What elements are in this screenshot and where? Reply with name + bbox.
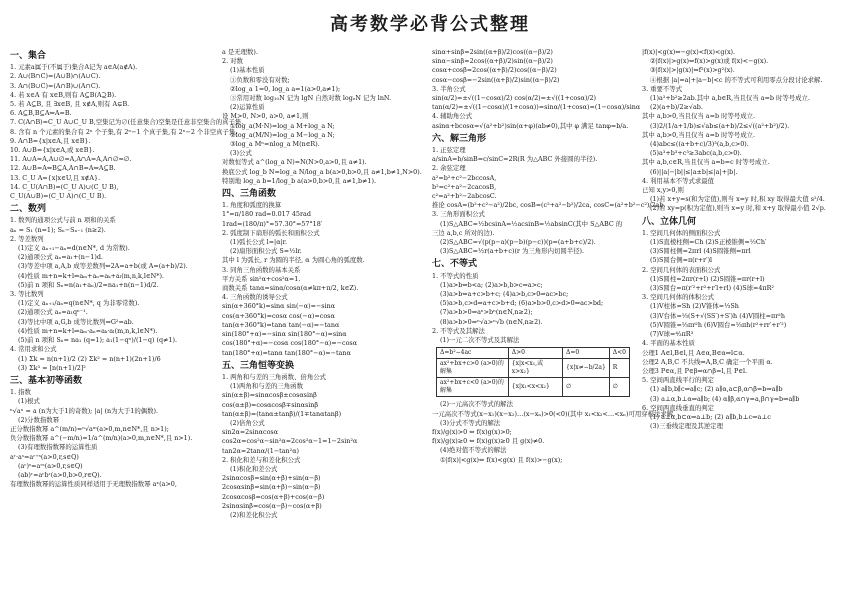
formula-line: tan(α±β)=(tanα±tanβ)/(1∓tanαtanβ)	[222, 409, 342, 418]
formula-line: (6)||a|−|b||≤|a±b|≤|a|+|b|.	[650, 167, 738, 176]
formula-line: (5)前 n 项和 Sₙ=n(a₁+aₙ)/2=na₁+n(n−1)d/2.	[18, 280, 159, 289]
formula-line: (1)a²+b²≥2ab.其中 a,b∈R,当且仅当 a=b 时等号成立.	[650, 94, 810, 103]
formula-line: 3. 空间几何体的体积公式	[642, 293, 715, 302]
formula-line: (2)运算性质	[230, 103, 265, 112]
formula-line: 特别地 log_a b=1/log_b a(a>0,b>0,且 a≠1,b≠1).	[222, 176, 377, 185]
formula-line: (1)S直棱柱侧=Ch (2)S正棱锥侧=½Ch′	[650, 238, 767, 247]
formula-line: 10. A∪B={x|x∈A,或 x∈B}.	[10, 146, 95, 155]
formula-line: 商数关系 tanα=sinα/cosα(α≠kπ+π/2, k∈Z).	[222, 284, 359, 293]
formula-line: (1)两角和与差的三角函数	[230, 382, 303, 391]
formula-line: 5. 空间两直线平行的判定	[642, 376, 715, 385]
formula-line: (1)a>b⇔b<a; (2)a>b,b>c⇒a>c;	[440, 280, 543, 289]
table-cell: ∅	[563, 378, 610, 397]
formula-line: (5)前 n 项和 Sₙ= na₁ (q=1); a₁(1−qⁿ)/(1−q) (q≠1).	[18, 336, 178, 345]
formula-line: f(x)/g(x)>0 ⇔ f(x)g(x)>0;	[432, 427, 512, 436]
formula-line: ①|f(x)|<g(x)⇔ f(x)<g(x) 且 f(x)>−g(x);	[440, 455, 563, 464]
formula-line: tan(180°+α)=tanα tan(180°−α)=−tanα	[222, 348, 351, 357]
formula-line: 14. C_U(A∩B)=(C_U A)∪(C_U B),	[10, 182, 119, 191]
formula-line: (3) Σk³ = [n(n+1)/2]²	[18, 363, 86, 372]
formula-line: a²=b²+c²−2bccosA,	[432, 173, 497, 182]
formula-line: 1. 正弦定理	[432, 146, 466, 155]
formula-line: (5)a³+b³+c³≥3abc(a,b,c>0).	[650, 149, 742, 158]
formula-line: 一元高次不等式(x−x₁)(x−x₂)…(x−xₙ)>0(<0)(其中 x₁<x₂<…<xₙ)可用穿根法求解.	[432, 409, 676, 418]
formula-line: sinα−sinβ=2cos((α+β)/2)sin((α−β)/2)	[432, 57, 553, 66]
formula-line: sin2α=2sinαcosα	[222, 428, 279, 437]
formula-line: 1. 数列的通项公式与前 n 项和的关系	[10, 216, 116, 225]
formula-line: (1) a⊥α,b⊂α⇒a⊥b; (2) a∥b,b⊥c⇒a⊥c	[650, 412, 771, 421]
formula-line: (2)若 xy=p(积为定值),则当 x=y 时,和 x+y 取得最小值 2√p.	[650, 204, 826, 213]
formula-line: a 是无理数).	[222, 48, 258, 56]
formula-line: (3)分式不等式的解法	[440, 418, 501, 427]
formula-line: 2. 空间几何体的表面积公式	[642, 265, 721, 274]
formula-line: (3) a⊥α,b⊥α⇒a∥b; (4) α∥β,α∩γ=a,β∩γ=b⇒a∥b	[650, 394, 800, 403]
formula-line: ③常用对数 log₁₀N 记为 lgN 自然对数 logₑN 记为 lnN.	[230, 94, 392, 103]
table-row	[437, 359, 630, 378]
formula-line: 3. 重要不等式	[642, 84, 683, 93]
formula-line: 3. 半角公式	[432, 84, 466, 93]
formula-line: (2)扇形面积公式 S=½lr.	[230, 247, 302, 256]
formula-line: 2. 积化和差与和差化积公式	[222, 455, 301, 464]
formula-line: aₙ = S₁ (n=1); Sₙ−Sₙ₋₁ (n≥2).	[10, 225, 106, 234]
formula-line: cosα−cosβ=−2sin((α+β)/2)sin((α−β)/2)	[432, 75, 560, 84]
formula-line: (3)公式	[230, 149, 252, 158]
formula-line: (1)积化和差公式	[230, 464, 278, 473]
formula-line: 3. 同角三角函数的基本关系	[222, 265, 301, 274]
table-cell: {x|x₁<x<x₂}	[508, 378, 562, 397]
formula-line: 4. 常用求和公式	[10, 345, 57, 354]
formula-line: ③log_a Mⁿ=nlog_a M(n∈R).	[230, 140, 320, 149]
formula-line: 公理1 A∈l,B∈l,且 A∈α,B∈α⇒l⊂α.	[642, 348, 745, 357]
page-title: 高考数学必背公式整理	[330, 14, 530, 35]
formula-line: (7)V球=⁴⁄₃πR³	[650, 330, 694, 339]
formula-line: (1)基本性质	[230, 66, 265, 75]
formula-line: 2sinαcosβ=sin(α+β)+sin(α−β)	[222, 474, 321, 483]
formula-line: 三边 a,b,c 所对的边).	[432, 228, 495, 237]
table-cell: ax²+bx+c>0 (a>0)的解集	[437, 359, 509, 378]
column-4	[642, 48, 854, 599]
formula-line: 7. C(A∩B)=C_U A∪C_U B,空集记为∅(任意集合)空集是任意非空集合的真子集.	[10, 118, 244, 127]
section-heading: 二、数列	[10, 204, 47, 215]
formula-line: (1)S△ABC=½bcsinA=½acsinB=½absinC(其中 S△ABC 的	[440, 219, 623, 228]
formula-line: 9. A∩B={x|x∈A,且 x∈B}.	[10, 136, 91, 145]
formula-line: (1) a∥b,b∥c⇒a∥c; (2) a∥α,a⊂β,α∩β=b⇒a∥b	[650, 385, 783, 394]
formula-line: sin(180°+α)=−sinα sin(180°−α)=sinα	[222, 330, 347, 339]
formula-line: (3)S圆柱侧=2πrl (4)S圆锥侧=πrl	[650, 247, 751, 256]
formula-line: aʳ·aˢ=aʳ⁺ˢ(a>0,r,s∈Q)	[10, 452, 79, 461]
formula-line: tan(α+360°k)=tanα tan(−α)=−tanα	[222, 320, 340, 329]
formula-line: ①log_a(M·N)=log_a M+log_a N;	[230, 121, 335, 130]
formula-line: 对数恒等式 a^(log_a N)=N(N>0,a>0,且 a≠1).	[222, 158, 367, 167]
formula-line: 4. 辅助角公式	[432, 112, 473, 121]
section-heading: 一、集合	[10, 51, 47, 61]
formula-line: 平方关系 sin²α+cos²α=1.	[222, 274, 301, 283]
formula-line: (4)abc≤((a+b+c)/3)³(a,b,c>0).	[650, 140, 749, 149]
formula-line: |f(x)|<g(x)⇔−g(x)<f(x)<g(x).	[642, 48, 736, 56]
formula-line: ②log_a 1=0, log_a a=1(a>0,a≠1);	[230, 84, 341, 93]
formula-line: (2)分数指数幂	[18, 415, 60, 424]
formula-line: sin(α±β)=sinαcosβ±cosαsinβ	[222, 391, 317, 400]
formula-line: sin(α+360°k)=sinα sin(−α)=−sinα	[222, 302, 336, 311]
formula-line: a/sinA=b/sinB=c/sinC=2R(R 为△ABC 外接圆的半径).	[432, 155, 598, 164]
formula-line: 4. 三角函数的诱导公式	[222, 293, 288, 302]
formula-line: (ab)ʳ=aʳbʳ(a>0,b>0,r∈Q).	[18, 470, 102, 479]
formula-line: (2)和差化积公式	[230, 510, 278, 519]
formula-line: (1)若 x+y=s(和为定值),则当 x=y 时,积 xy 取得最大值 s²/4.	[650, 195, 825, 204]
formula-line: (3)有理数指数幂的运算性质	[18, 443, 98, 452]
formula-line: cosα+cosβ=2cos((α+β)/2)cos((α−β)/2)	[432, 66, 557, 75]
formula-line: (3)V台体=⅓(S+√(SS′)+S′)h (4)V圆柱=πr²h	[650, 311, 785, 320]
formula-line: ②log_a(M/N)=log_a M−log_a N;	[230, 130, 335, 139]
formula-line: c²=a²+b²−2abcosC.	[432, 192, 497, 201]
table-header-cell: Δ>0	[508, 348, 562, 359]
formula-line: tan2α=2tanα/(1−tan²α)	[222, 446, 300, 455]
section-heading: 五、三角恒等变换	[222, 360, 295, 371]
formula-line: 1. 指数	[10, 388, 31, 397]
formula-line: 6. A⊆B,B⊆A⇔A=B.	[10, 109, 72, 118]
formula-line: (4)性质 m+n=k+l⇒aₘ+aₙ=aₖ+aₗ(m,n,k,l∈N*).	[18, 271, 164, 280]
formula-line: 其中 l 为弧长, r 为圆的半径, α 为圆心角的弧度数.	[222, 256, 365, 265]
formula-line: 已知 x,y>0,则	[642, 186, 684, 195]
formula-line: 2. 等差数列	[10, 234, 44, 243]
formula-line: 1. 不等式的性质	[432, 271, 479, 280]
table-header-cell: Δ<0	[609, 348, 629, 359]
formula-line: (1)S圆柱=2πr(r+l) (2)S圆锥=πr(r+l)	[650, 274, 765, 283]
formula-line: asinα+bcosα=√(a²+b²)sin(α+φ)(ab≠0),其中 φ 满足 tanφ=b/a.	[432, 121, 629, 130]
quadratic-inequality-table	[436, 347, 630, 397]
formula-line: sinα+sinβ=2sin((α+β)/2)cos((α−β)/2)	[432, 48, 553, 56]
section-heading: 六、解三角形	[432, 133, 487, 144]
formula-line: (5)V圆锥=⅓πr²h (6)V圆台=⅓πh(r²+rr′+r′²)	[650, 320, 787, 329]
formula-line: 公理3 P∈α,且 P∈β⇒α∩β=l,且 P∈l.	[642, 366, 748, 375]
formula-line: 1. 元素a属于(不属于)集合A记为 a∈A(a∉A).	[10, 63, 138, 72]
formula-line: (3)2/(1/a+1/b)≤√ab≤(a+b)/2≤√((a²+b²)/2).	[650, 121, 790, 130]
formula-line: (1)V柱体=Sh (2)V锥体=⅓Sh	[650, 302, 739, 311]
formula-line: (5)a>b,c>d⇒a+c>b+d; (6)a>b>0,c>d>0⇒ac>bd;	[440, 299, 604, 308]
formula-line: (1)定义 aₙ₊₁/aₙ=q(n∈N*, q 为非零常数).	[18, 299, 140, 308]
formula-line: 其中 a,b,c∈R,当且仅当 a=b=c 时等号成立.	[642, 158, 770, 167]
formula-line: 3. 等比数列	[10, 290, 44, 299]
formula-line: (aʳ)ˢ=aʳˢ(a>0,r,s∈Q)	[18, 461, 83, 470]
formula-line: f(x)/g(x)≥0 ⇔ f(x)g(x)≥0 且 g(x)≠0.	[432, 437, 545, 446]
formula-line: 5. 若 A⊆B, 且 ∃x∈B, 且 x∉A,则有 A⊊B.	[10, 100, 130, 109]
formula-line: 1. 角度和弧度的换算	[222, 201, 282, 210]
formula-line: (3)三垂线定理及其逆定理	[650, 422, 723, 431]
formula-line: 设 M>0, N>0, a>0, a≠1,则	[222, 112, 309, 121]
formula-line: sin(α/2)=±√((1−cosα)/2) cos(α/2)=±√((1+cosα)/2)	[432, 94, 597, 103]
formula-line: 换底公式 log_b N=log_a N/log_a b(a>0,b>0,且 a≠1,b≠1,N>0).	[222, 167, 422, 176]
formula-line: 2. 弧度制下扇形的弧长和面积公式	[222, 228, 320, 237]
formula-line: (2)S△ABC=√(p(p−a)(p−b)(p−c))(p=(a+b+c)/2).	[440, 238, 596, 247]
formula-line: 8. 含有 n 个元素的集合有 2ⁿ 个子集,有 2ⁿ−1 个真子集,有 2ⁿ−2 个非空真子集.	[10, 127, 238, 136]
formula-line: 其中 a,b>0,当且仅当 a=b 时等号成立.	[642, 112, 756, 121]
formula-line: (3)等比中项 a,G,b 成等比数列⇒G²=ab.	[18, 317, 134, 326]
formula-line: (7)a>b>0⇒aⁿ>bⁿ(n∈N,n≥2);	[440, 308, 533, 317]
formula-line: (4)性质 m+n=k+l⇒aₘ·aₙ=aₖ·aₗ(m,n,k,l∈N*).	[18, 326, 158, 335]
formula-line: 12. A∪B=A⇔B⊆A,A∩B=A⇔A⊆B.	[10, 164, 116, 173]
section-heading: 三、基本初等函数	[10, 375, 83, 386]
table-header-cell: Δ=b²−4ac	[437, 348, 509, 359]
formula-line: b²=c²+a²−2cacosB,	[432, 182, 497, 191]
formula-line: tan(α/2)=±√((1−cosα)/(1+cosα))=sinα/(1+cosα)=(1−cosα)/sinα	[432, 103, 641, 112]
formula-line: C_U(A∪B)=(C_U A)∩(C_U B).	[10, 192, 107, 201]
table-cell: {x|x<x₁,或 x>x₂}	[508, 359, 562, 378]
formula-line: 2cosαsinβ=sin(α+β)−sin(α−β)	[222, 483, 321, 492]
formula-line: 4. 平面的基本性质	[642, 339, 695, 348]
formula-line: (2)(a+b)/2≥√ab.	[650, 103, 703, 112]
formula-line: 正分数指数幂 a^(m/n)=ⁿ√aᵐ(a>0,m,n∈N*,且 n>1);	[10, 424, 169, 433]
formula-line: 其中 a,b>0,当且仅当 a=b 时等号成立.	[642, 130, 756, 139]
formula-line: 2. 不等式及其解法	[432, 326, 485, 335]
formula-line: (2)一元高次不等式的解法	[440, 400, 513, 409]
formula-line: 3. A∩(B∪C)=(A∩B)∪(A∩C).	[10, 81, 101, 90]
formula-line: 4. 利用基本不等式求最值	[642, 176, 715, 185]
formula-line: cos(α±β)=cosαcosβ∓sinαsinβ	[222, 400, 319, 409]
section-heading: 四、三角函数	[222, 189, 277, 200]
formula-line: (3)S圆台=π(r′²+r²+r′l+rl) (4)S球=4πR²	[650, 284, 774, 293]
formula-line: 2cosαcosβ=cos(α+β)+cos(α−β)	[222, 492, 325, 501]
formula-line: (1) Σk = n(n+1)/2 (2) Σk² = n(n+1)(2n+1)/6	[18, 354, 161, 363]
formula-line: (2)通项公式 aₙ=a₁+(n−1)d.	[18, 253, 103, 262]
formula-line: 2. A∪(B∩C)=(A∪B)∩(A∪C).	[10, 72, 101, 81]
table-header-cell: Δ=0	[563, 348, 610, 359]
formula-line: cos(α+360°k)=cosα cos(−α)=cosα	[222, 311, 335, 320]
formula-line: (4)绝对值不等式的解法	[440, 446, 507, 455]
formula-line: (1)定义 aₙ₊₁−aₙ=d(n∈N*, d 为常数).	[18, 244, 130, 253]
formula-line: 2sinαsinβ=cos(α−β)−cos(α+β)	[222, 501, 322, 510]
formula-line: (2)倍角公式	[230, 418, 265, 427]
table-cell: ax²+bx+c<0 (a>0)的解集	[437, 378, 509, 397]
formula-line: 1. 两角和与差的三角函数、倍角公式	[222, 372, 326, 381]
table-row	[437, 378, 630, 397]
formula-line: ⁿ√aⁿ = a (n为大于1的奇数); |a| (n为大于1的偶数).	[10, 406, 159, 415]
formula-line: (3)S△ABC=½r(a+b+c)(r 为三角形内切圆半径).	[440, 247, 585, 256]
formula-line: 11. A∪A=A,A∪∅=A,A∩A=A,A∩∅=∅.	[10, 155, 132, 164]
formula-line: 13. C_U A={x|x∈U,且 x∉A}.	[10, 173, 101, 182]
formula-line: 2. 对数	[222, 57, 243, 66]
formula-line: ①负数和零没有对数;	[230, 75, 290, 84]
formula-line: 负分数指数幂 a^(−m/n)=1/a^(m/n)(a>0,m,n∈N*,且 n>1).	[10, 434, 193, 443]
formula-line: ③|f(x)|>|g(x)|⇔f²(x)>g²(x).	[650, 66, 735, 75]
formula-line: 1°=π/180 rad≈0.017 45rad	[222, 210, 311, 219]
formula-line: (1)一元二次不等式及其解法	[440, 336, 520, 345]
section-heading: 七、不等式	[432, 259, 478, 270]
formula-line: cos2α=cos²α−sin²α=2cos²α−1=1−2sin²α	[222, 437, 358, 446]
formula-line: (3)等差中项 a,A,b 成等差数列⇔2A=a+b(或 A=(a+b)/2).	[18, 262, 188, 271]
formula-line: 1. 空间几何体的侧面积公式	[642, 228, 721, 237]
table-cell: R	[609, 359, 629, 378]
formula-line: (3)a>b⇔a+c>b+c; (4)a>b,c>0⇒ac>bc;	[440, 290, 569, 299]
formula-line: ②|f(x)|>g(x)⇔f(x)>g(x)或 f(x)<−g(x).	[650, 57, 769, 66]
table-cell: {x|x≠−b/2a}	[563, 359, 610, 378]
formula-line: 2. 余弦定理	[432, 164, 466, 173]
formula-line: (1)弧长公式 l=|α|r.	[230, 238, 288, 247]
formula-line: (2)通项公式 aₙ=a₁qⁿ⁻¹.	[18, 308, 88, 317]
formula-line: 3. 三角形面积公式	[432, 210, 485, 219]
section-heading: 八、立体几何	[642, 216, 697, 227]
formula-line: 公理2 A,B,C 不共线⇒A,B,C 确定一个平面 α.	[642, 357, 773, 366]
formula-line: cos(180°+α)=−cosα cos(180°−α)=−cosα	[222, 339, 358, 348]
column-2	[222, 48, 422, 599]
formula-line: (5)S圆台侧=π(r+r′)l	[650, 256, 713, 265]
formula-line: (8)a>b>0⇒ⁿ√a>ⁿ√b (n∈N,n≥2).	[440, 317, 543, 326]
formula-line: (1)根式	[18, 397, 40, 406]
formula-line: ④根据 |a|=a|+|a−b|<c 的不等式可利用零点分段讨论求解.	[650, 75, 823, 84]
formula-line: 有理数指数幂的运算性质同样适用于无理数指数幂 aˣ(a>0,	[10, 480, 177, 489]
formula-line: 6. 空间两直线垂直的判定	[642, 403, 715, 412]
formula-line: 1rad=(180/π)°≈57.30°=57°18′	[222, 219, 323, 228]
formula-line: 推论 cosA=(b²+c²−a²)/2bc, cosB=(c²+a²−b²)/2ca, cosC=(a²+b²−c²)/2ab.	[432, 201, 666, 210]
table-cell: ∅	[609, 378, 629, 397]
formula-line: 4. 若 x∈A 有 x∈B,则有 A⊆B(A⊇B).	[10, 90, 117, 99]
